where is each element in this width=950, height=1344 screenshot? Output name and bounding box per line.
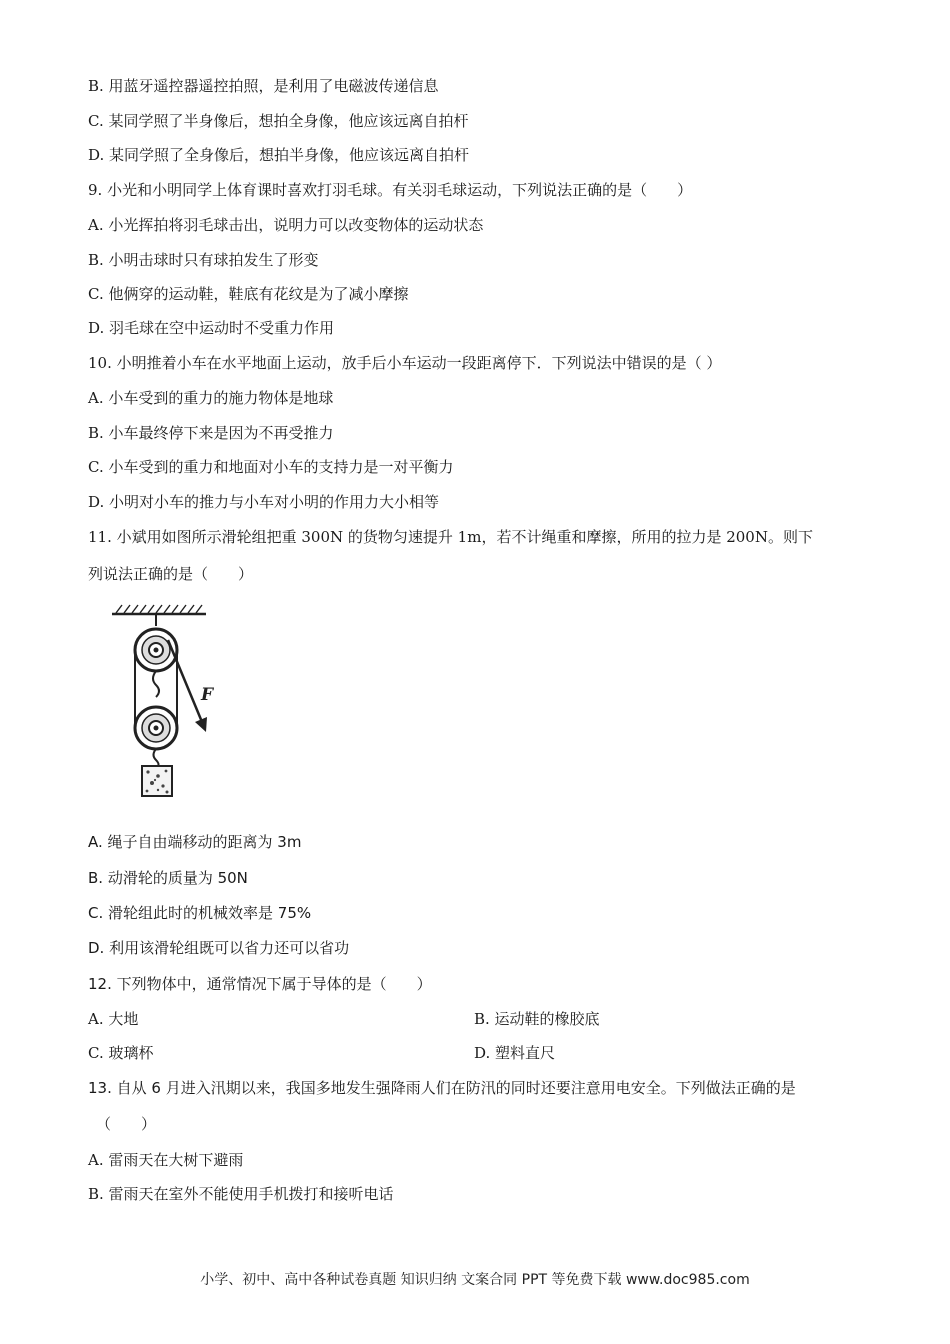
q8-option-d: D. 某同学照了全身像后，想拍半身像，他应该远离自拍杆 (88, 146, 470, 164)
question-13-line-1: 13. 自从 6 月进入汛期以来，我国多地发生强降雨人们在防汛的同时还要注意用电安全。下列做法正确的是 (88, 1079, 796, 1097)
question-12: 12. 下列物体中，通常情况下属于导体的是（ ） (88, 975, 432, 993)
q13-option-b: B. 雷雨天在室外不能使用手机拨打和接听电话 (88, 1185, 394, 1203)
q13-option-a: A. 雷雨天在大树下避雨 (88, 1151, 244, 1169)
q12-option-b: B. 运动鞋的橡胶底 (474, 1010, 600, 1028)
q11-option-b: B. 动滑轮的质量为 50N (88, 869, 248, 887)
question-11-line-2: 列说法正确的是（ ） (88, 565, 254, 583)
q11-option-d: D. 利用该滑轮组既可以省力还可以省功 (88, 939, 350, 957)
force-label: F (201, 685, 214, 705)
q9-option-d: D. 羽毛球在空中运动时不受重力作用 (88, 319, 335, 337)
q8-option-c: C. 某同学照了半身像后，想拍全身像，他应该远离自拍杆 (88, 112, 469, 130)
q10-option-c: C. 小车受到的重力和地面对小车的支持力是一对平衡力 (88, 458, 454, 476)
page-footer: 小学、初中、高中各种试卷真题 知识归纳 文案合同 PPT 等免费下载 www.doc985.com (200, 1272, 750, 1288)
q12-option-d: D. 塑料直尺 (474, 1044, 556, 1062)
question-9: 9. 小光和小明同学上体育课时喜欢打羽毛球。有关羽毛球运动，下列说法正确的是（ ） (88, 181, 693, 199)
question-13-line-2: （ ） (96, 1115, 157, 1133)
q10-option-d: D. 小明对小车的推力与小车对小明的作用力大小相等 (88, 493, 440, 511)
q9-option-a: A. 小光挥拍将羽毛球击出，说明力可以改变物体的运动状态 (88, 216, 484, 234)
question-10: 10. 小明推着小车在水平地面上运动，放手后小车运动一段距离停下．下列说法中错误的是（ ） (88, 354, 722, 372)
q8-option-b: B. 用蓝牙遥控器遥控拍照，是利用了电磁波传递信息 (88, 77, 439, 95)
q11-option-c: C. 滑轮组此时的机械效率是 75% (88, 904, 312, 922)
q10-option-b: B. 小车最终停下来是因为不再受推力 (88, 424, 334, 442)
q10-option-a: A. 小车受到的重力的施力物体是地球 (88, 389, 334, 407)
question-11-line-1: 11. 小斌用如图所示滑轮组把重 300N 的货物匀速提升 1m，若不计绳重和摩擦，所用的拉力是 200N。则下 (88, 528, 813, 546)
pulley-system-figure (108, 600, 220, 800)
q12-option-c: C. 玻璃杯 (88, 1044, 154, 1062)
q11-option-a: A. 绳子自由端移动的距离为 3m (88, 833, 302, 851)
q9-option-b: B. 小明击球时只有球拍发生了形变 (88, 251, 319, 269)
q9-option-c: C. 他俩穿的运动鞋，鞋底有花纹是为了减小摩擦 (88, 285, 409, 303)
q12-option-a: A. 大地 (88, 1010, 139, 1028)
